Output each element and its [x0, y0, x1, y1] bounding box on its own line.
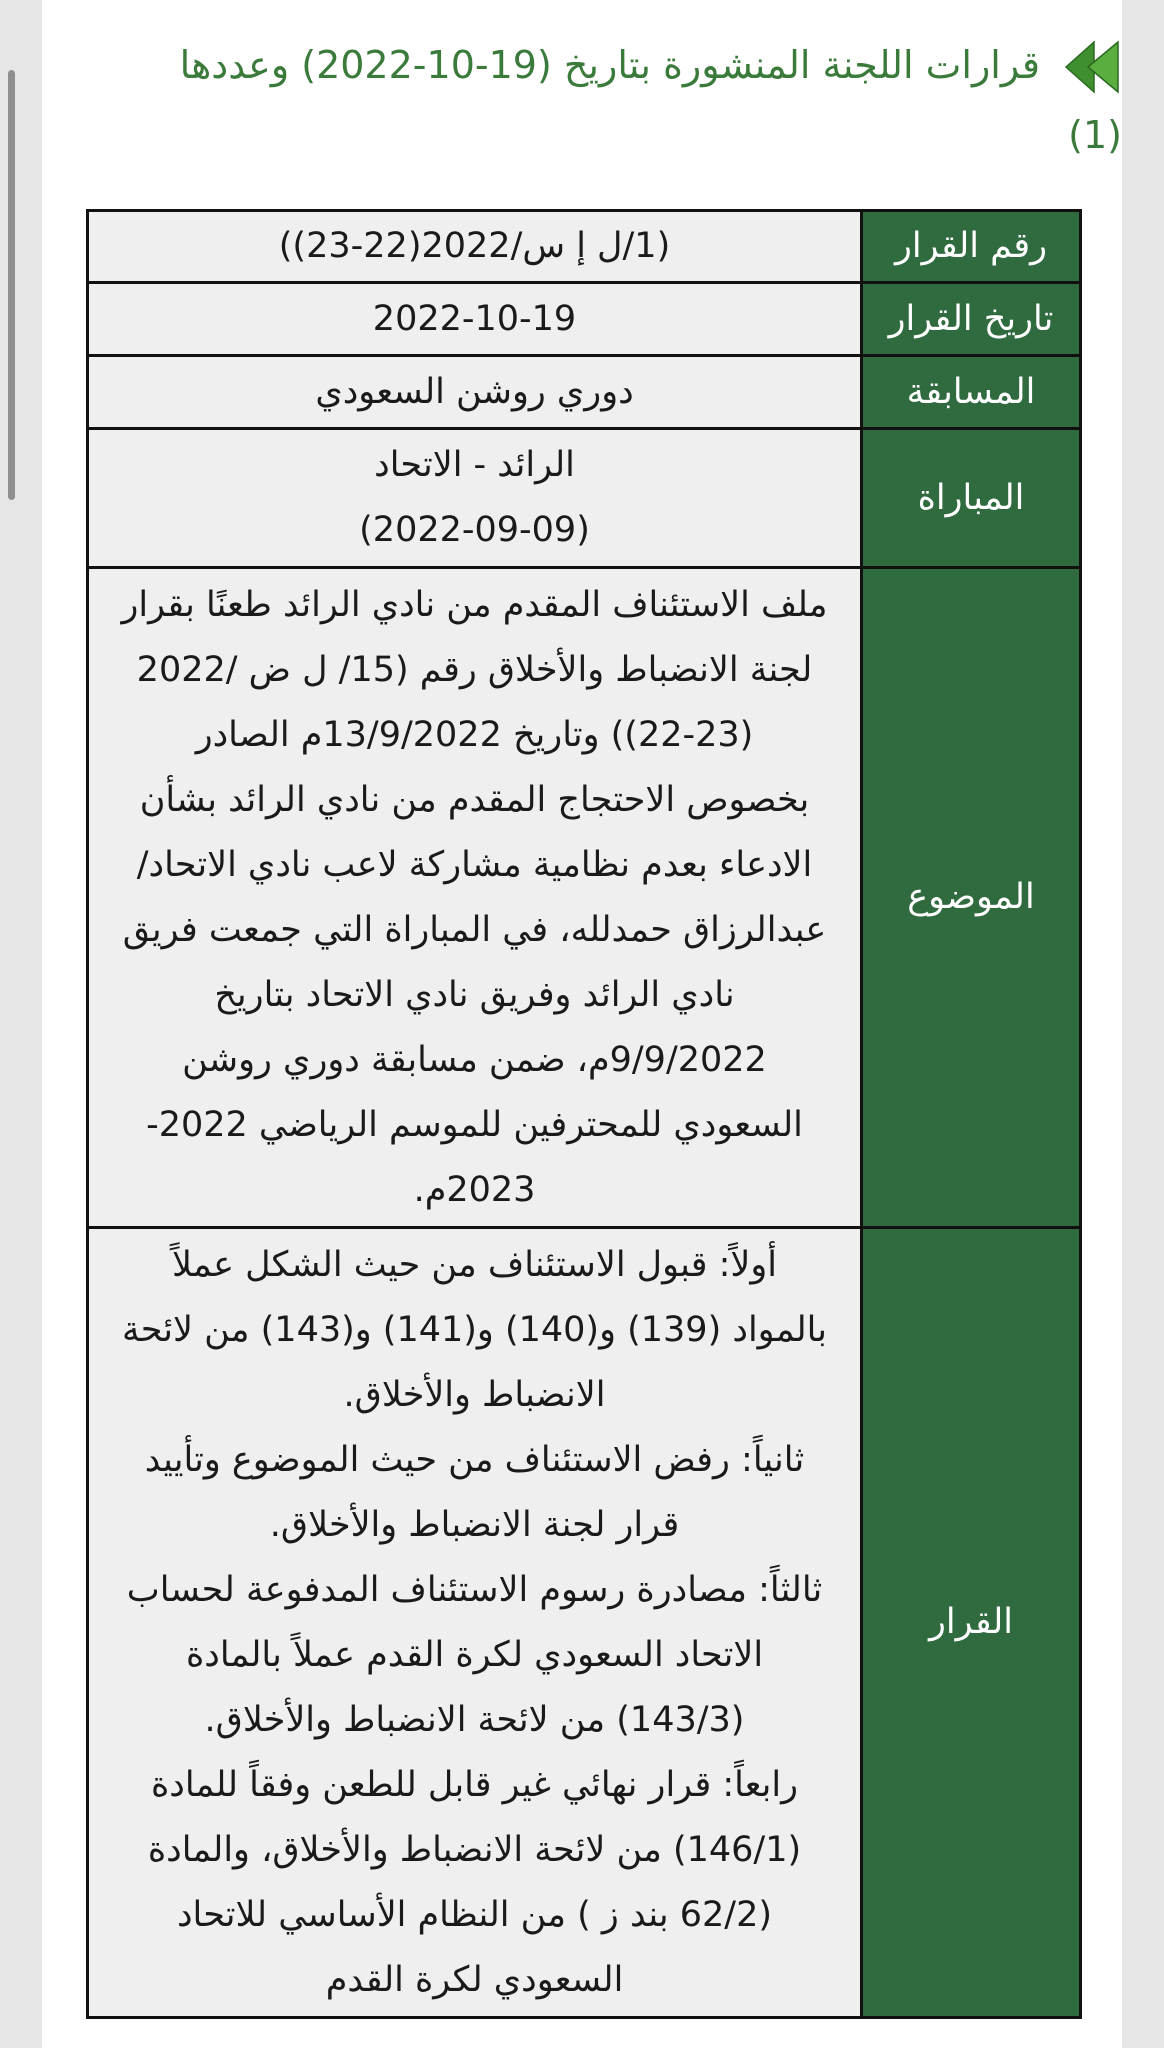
- row-value: [88, 211, 862, 283]
- heading-title: قرارات اللجنة المنشورة بتاريخ (19-10-2022) وعددها: [179, 43, 1040, 87]
- match-value: الرائد - الاتحاد (2022-09-09): [359, 445, 590, 550]
- table-row-decision: [88, 1228, 1081, 2018]
- row-label: المسابقة: [862, 356, 1081, 429]
- row-label: الموضوع: [862, 568, 1081, 1228]
- row-value: [88, 429, 862, 568]
- row-value: [88, 1228, 862, 2018]
- competition-value: دوري روشن السعودي: [315, 371, 634, 412]
- page-content: [42, 0, 1122, 2048]
- row-label: رقم القرار: [862, 211, 1081, 283]
- row-value: [88, 283, 862, 356]
- decision-date-value: 2022-10-19: [372, 298, 577, 339]
- row-value: [88, 568, 862, 1228]
- table-row-decision-number: [88, 211, 1081, 283]
- heading-count: (1): [1068, 113, 1122, 157]
- scrollbar[interactable]: [8, 70, 15, 500]
- row-label: تاريخ القرار: [862, 283, 1081, 356]
- decision-value: أولاً: قبول الاستئناف من حيث الشكل عملاً بالمواد (139) و(140) و(141) و(143) من لائحة الانضباط والأخلاق. ثانياً: رفض الاستئناف من حيث الموضوع وتأييد قرار لجنة الانضباط والأخلاق. ثالثاً: مصادرة رسوم الاستئناف المدفوعة لحساب الاتحاد السعودي لكرة القدم عملاً بالمادة (143/3) من لائحة الانضباط والأخلاق. رابعاً: قرار نهائي غير قابل للطعن وفقاً للمادة (146/1) من لائحة الانضباط والأخلاق، والمادة (62/2 بند ز ) من النظام الأساسي للاتحاد السعودي لكرة القدم: [121, 1244, 828, 2000]
- table-row-decision-date: [88, 283, 1081, 356]
- row-label: القرار: [862, 1228, 1081, 2018]
- heading-line-1: [180, 30, 1122, 100]
- row-label: المباراة: [862, 429, 1081, 568]
- table-row-match: [88, 429, 1081, 568]
- row-value: [88, 356, 862, 429]
- table-row-subject: [88, 568, 1081, 1228]
- double-left-arrow-icon[interactable]: [1064, 38, 1122, 96]
- decision-table: [86, 209, 1082, 2019]
- table-row-competition: [88, 356, 1081, 429]
- subject-value: ملف الاستئناف المقدم من نادي الرائد طعنًا بقرار لجنة الانضباط والأخلاق رقم (15/ ل ض /2022 (22-23)) وتاريخ 13/9/2022م الصادر بخصوص الاحتجاج المقدم من نادي الرائد بشأن الادعاء بعدم نظامية مشاركة لاعب نادي الاتحاد/ عبدالرزاق حمدلله، في المباراة التي جمعت فريق نادي الرائد وفريق نادي الاتحاد بتاريخ 9/9/2022م، ضمن مسابقة دوري روشن السعودي للمحترفين للموسم الرياضي 2022- 2023م.: [121, 584, 828, 1210]
- decision-number-value: (1/ل إ س/2022(22-23)): [278, 226, 671, 266]
